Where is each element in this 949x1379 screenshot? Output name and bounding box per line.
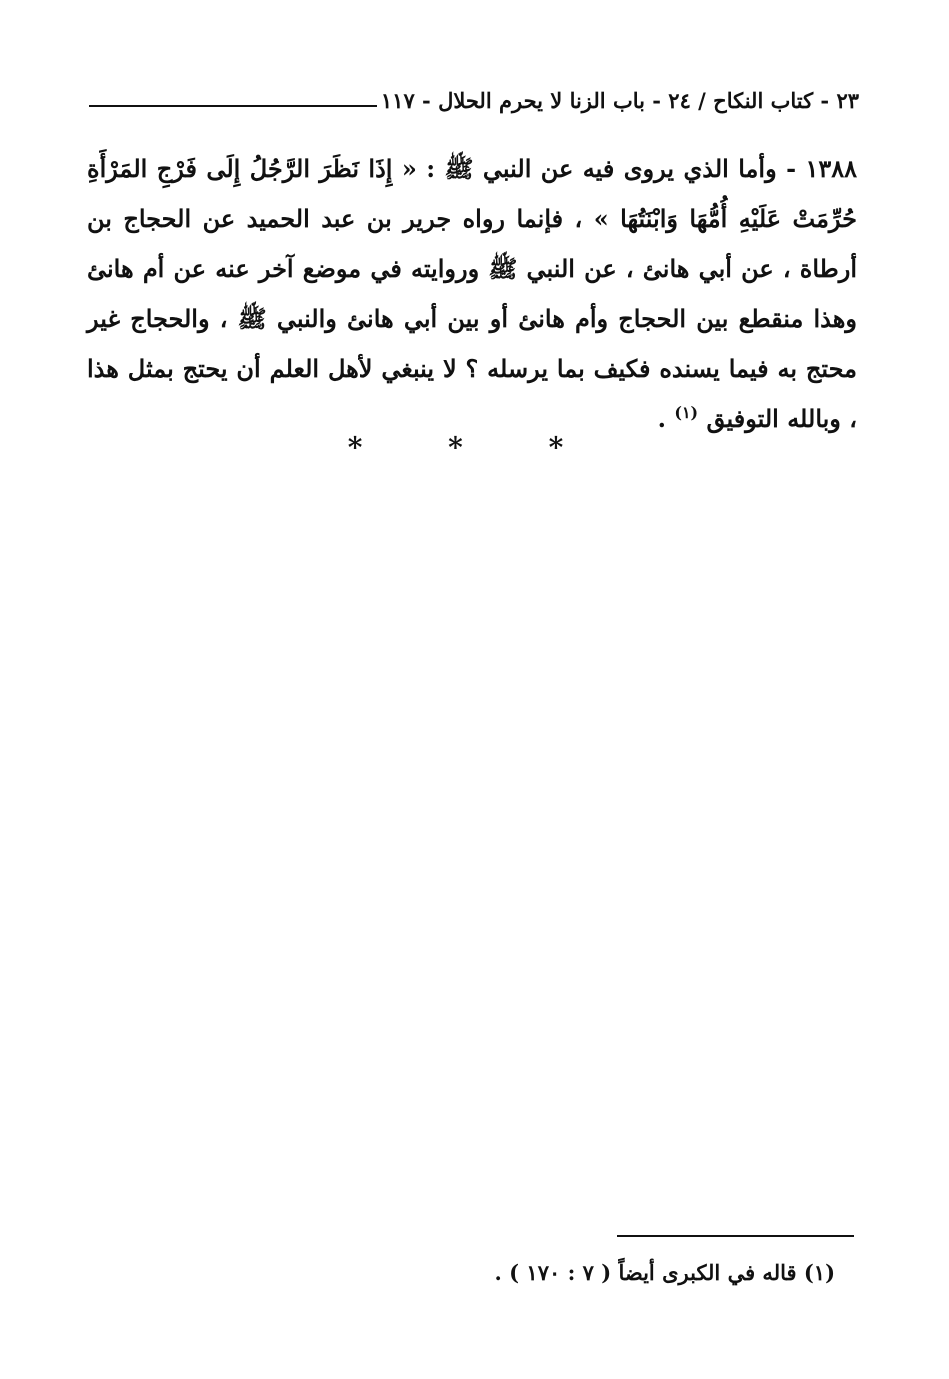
hadith-paragraph bbox=[87, 144, 857, 444]
footnote: (١) قاله في الكبرى أيضاً ( ٧ : ١٧٠ ) . bbox=[494, 1260, 835, 1285]
paragraph-rest: » ، فإنما رواه جرير بن عبد الحميد عن الحجاج بن أرطاة ، عن أبي هانئ ، عن النبي ﷺ وروايته في موضع آخر عنه عن أم هانئ وهذا منقطع بين الحجاج وأم هانئ أو بين أبي هانئ والنبي ﷺ ، والحجاج غير محتج به فيما يسنده فكيف بما يرسله ؟ لا ينبغي لأهل العلم أن يحتج بمثل هذا ، وبالله التوفيق bbox=[87, 204, 857, 433]
footnote-marker: (١) bbox=[674, 403, 699, 422]
paragraph-intro: ١٣٨٨ - وأما الذي يروى فيه عن النبي ﷺ : « bbox=[401, 154, 857, 183]
hadith-quote: إِذَا نَظَرَ الرَّجُلُ إِلَى فَرْجِ المَرْأَةِ حُرِّمَتْ عَلَيْهِ أُمُّهَا وَابْنَتُهَا bbox=[87, 154, 858, 233]
page-header bbox=[89, 84, 859, 118]
footnote-rule bbox=[617, 1235, 854, 1237]
paragraph-end: . bbox=[657, 404, 667, 433]
running-title: ٢٣ - كتاب النكاح / ٢٤ - باب الزنا لا يحرم الحلال - ١١٧ bbox=[380, 88, 859, 113]
header-rule bbox=[89, 105, 377, 107]
section-separator: * * * bbox=[347, 431, 602, 464]
